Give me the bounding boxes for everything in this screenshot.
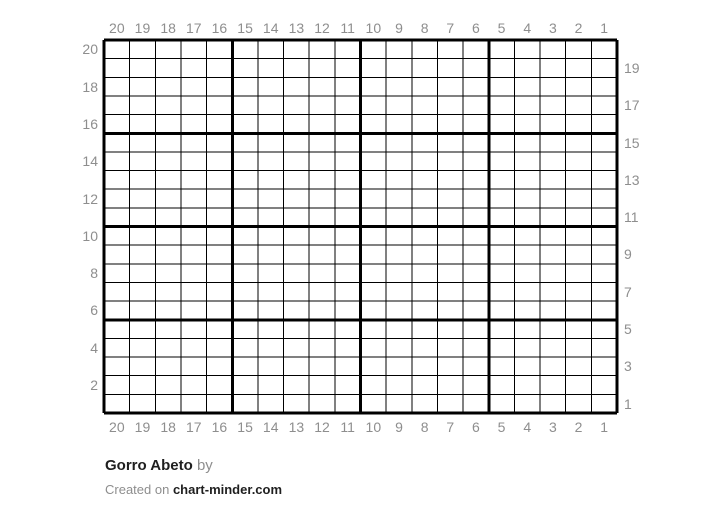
row-label-right: 17 [624,97,640,114]
knitting-grid [102,38,619,415]
col-label-bottom: 20 [109,419,125,435]
credit-prefix: Created on [105,482,170,497]
col-label-top: 2 [574,20,583,36]
col-label-top: 18 [160,20,176,36]
row-label-right: 3 [624,358,632,375]
row-label-right: 13 [624,171,640,188]
col-label-top: 3 [548,20,557,36]
col-label-bottom: 18 [160,419,176,435]
chart-byline: by [196,457,213,474]
col-label-bottom: 15 [237,419,253,435]
row-label-left: 18 [82,78,98,95]
col-label-bottom: 10 [365,419,382,435]
col-label-bottom: 6 [472,419,480,435]
col-label-top: 19 [134,20,151,36]
col-label-top: 16 [211,20,228,36]
col-label-bottom: 2 [574,419,583,435]
col-label-top: 6 [472,20,480,36]
row-label-right: 9 [624,246,632,263]
col-label-top: 1 [600,20,609,36]
title-line [105,457,213,475]
col-label-bottom: 12 [314,419,330,435]
col-label-top: 13 [288,20,305,36]
row-label-left: 2 [90,377,98,394]
col-label-bottom: 13 [288,419,305,435]
col-label-top: 11 [340,20,355,36]
row-label-left: 14 [82,153,98,170]
col-label-bottom: 1 [600,419,609,435]
col-label-bottom: 16 [211,419,228,435]
col-label-top: 14 [262,20,279,36]
row-label-right: 19 [624,59,640,76]
row-label-right: 11 [624,209,639,226]
row-label-left: 16 [82,115,98,132]
col-label-top: 8 [420,20,429,36]
col-label-bottom: 5 [497,419,506,435]
col-label-bottom: 8 [420,419,429,435]
col-label-bottom: 3 [548,419,557,435]
credit-site: chart-minder.com [172,482,283,497]
col-label-bottom: 7 [446,419,455,435]
col-label-bottom: 17 [185,419,202,435]
col-label-top: 20 [109,20,125,36]
row-label-left: 12 [82,190,98,207]
row-label-left: 4 [90,339,98,356]
col-label-top: 10 [365,20,382,36]
col-label-bottom: 4 [523,419,532,435]
col-label-top: 5 [497,20,506,36]
col-label-top: 4 [523,20,532,36]
col-label-top: 12 [314,20,330,36]
col-label-bottom: 14 [262,419,279,435]
col-label-top: 9 [395,20,403,36]
col-label-bottom: 9 [395,419,403,435]
credit-line [105,482,282,498]
row-label-right: 7 [624,283,632,300]
row-label-left: 8 [90,265,98,282]
row-label-right: 1 [624,395,632,412]
col-label-top: 17 [185,20,202,36]
col-label-bottom: 19 [134,419,151,435]
row-label-left: 6 [90,302,98,319]
row-label-left: 10 [82,227,98,244]
col-label-top: 7 [446,20,455,36]
col-label-top: 15 [237,20,253,36]
chart-title: Gorro Abeto [105,457,193,474]
row-label-right: 5 [624,321,632,338]
col-label-bottom: 11 [340,419,355,435]
row-label-left: 20 [82,41,98,58]
row-label-right: 15 [624,134,640,151]
